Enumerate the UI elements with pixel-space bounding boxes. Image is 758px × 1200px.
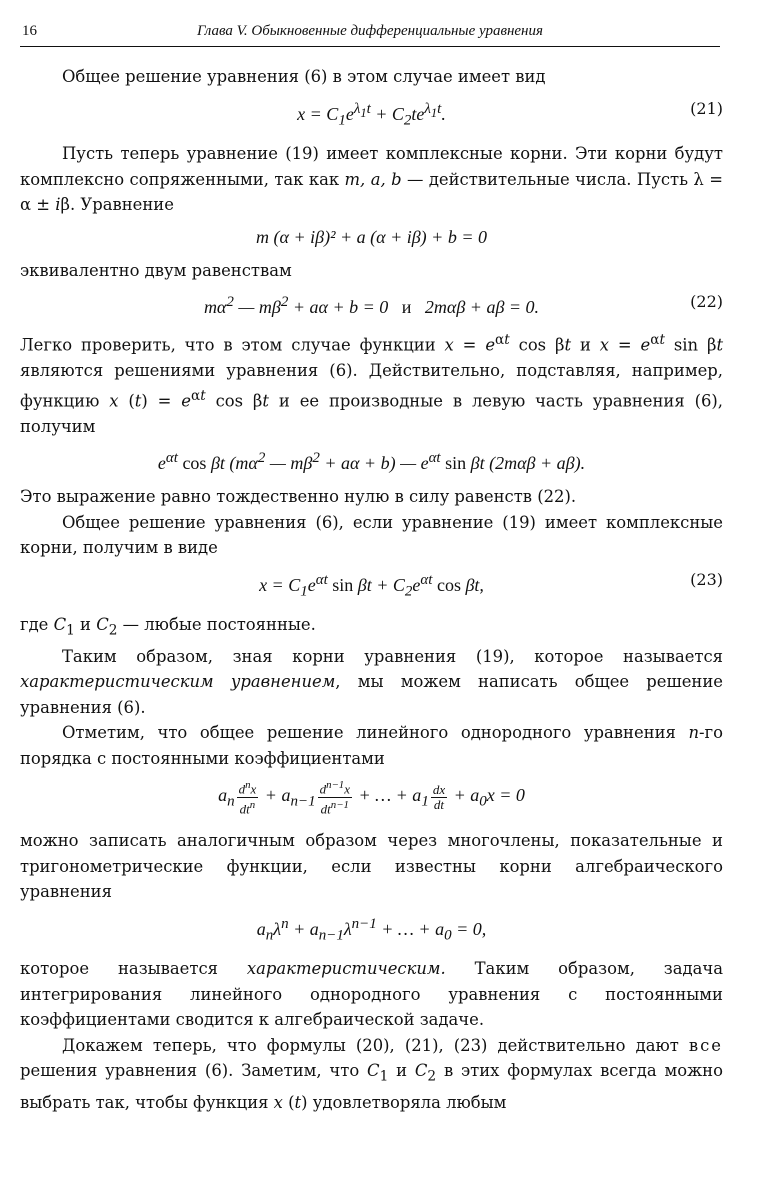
paragraph-9: Отметим, что общее решение линейного однородного уравнения n-го порядка с постоянными коэффициентами bbox=[20, 723, 723, 768]
equation-21-formula: $x = C_1e^{\lambda_1t} + C_2te^{\lambda_1t}$. bbox=[297, 100, 446, 129]
paragraph-12: Докажем теперь, что формулы (20), (21), (23) действительно дают все решения уравнения (6). Заметим, что $C_1$ и $C_2$ в этих формулах всегда можно выбрать так, чтобы функция x (t) удовлетворяла любым bbox=[20, 1035, 723, 1112]
equation-substitution: $e^{\alpha t}$ cos βt ($m\alpha^2$ — $m\beta^2 + a\alpha + b$) — $e^{\alpha t}$ sin βt (2mαβ + aβ). bbox=[157, 450, 586, 474]
equation-nth-order: $a_n$ $\frac{d^nx}{dt^n}$ + $a_{n-1}$ $\frac{d^{n-1}x}{dt^{n-1}}$ + … + $a_1$ $\frac{dx}{dt}$ + $a_0x = 0$ bbox=[218, 779, 525, 817]
equation-22 bbox=[20, 287, 723, 322]
equation-23-formula: $x = C_1e^{\alpha t}$ $\sin \beta t + C_2e^{\alpha t}$ cos βt, bbox=[259, 571, 484, 600]
equation-22-number: (22) bbox=[690, 292, 723, 312]
equation-characteristic: $a_n\lambda^n + a_{n-1}\lambda^{n-1}$ + … + $a_0 = 0$, bbox=[256, 915, 487, 944]
paragraph-3: эквивалентно двум равенствам bbox=[20, 260, 292, 280]
paragraph-6: Общее решение уравнения (6), если уравнение (19) имеет комплексные корни, получим в виде bbox=[20, 512, 723, 558]
paragraph-2: Пусть теперь уравнение (19) имеет комплексные корни. Эти корни будут комплексно сопряженными, так как m, a, b — действительные числа. Пусть λ = α ± iβ. Уравнение bbox=[20, 144, 723, 215]
equation-21-number: (21) bbox=[690, 98, 723, 118]
paragraph-5: Это выражение равно тождественно нулю в силу равенств (22). bbox=[20, 487, 577, 507]
equation-23 bbox=[20, 565, 723, 607]
running-title: Глава V. Обыкновенные дифференциальные уравнения bbox=[197, 23, 543, 39]
page-number: 16 bbox=[22, 23, 37, 39]
paragraph-1: Общее решение уравнения (6) в этом случае имеет вид bbox=[62, 67, 546, 86]
equation-23-number: (23) bbox=[690, 569, 723, 589]
paragraph-7: где $C_1$ и $C_2$ — любые постоянные. bbox=[20, 615, 316, 639]
paragraph-8: Таким образом, зная корни уравнения (19), которое называется характеристическим уравнением, мы можем написать общее решение уравнения (6). bbox=[20, 646, 723, 717]
page-body bbox=[20, 64, 723, 1115]
paragraph-11: которое называется характеристическим. Таким образом, задача интегрирования линейного однородного уравнения с постоянными коэффициентами сводится к алгебраической задаче. bbox=[20, 959, 723, 1030]
paragraph-10: можно записать аналогичным образом через многочлены, показательные и тригонометрические функции, если известны корни алгебраического уравнения bbox=[20, 831, 723, 901]
equation-21 bbox=[20, 94, 723, 136]
equation-complex: m (α + iβ)² + a (α + iβ) + b = 0 bbox=[256, 226, 487, 247]
running-header bbox=[20, 18, 720, 47]
equation-22-formula: $m\alpha^2$ — $m\beta^2 + a\alpha + b = 0$ и 2mαβ + aβ = 0. bbox=[203, 294, 540, 318]
paragraph-4: Легко проверить, что в этом случае функции $x = e^{\alpha t}$ cos βt и $x = e^{\alpha t}$ sin βt являются решениями уравнения (6). Действительно, подставляя, например, функцию x $(t) = e^{\alpha t}$ cos βt и ее производные в левую часть уравнения (6), получим bbox=[20, 332, 724, 436]
